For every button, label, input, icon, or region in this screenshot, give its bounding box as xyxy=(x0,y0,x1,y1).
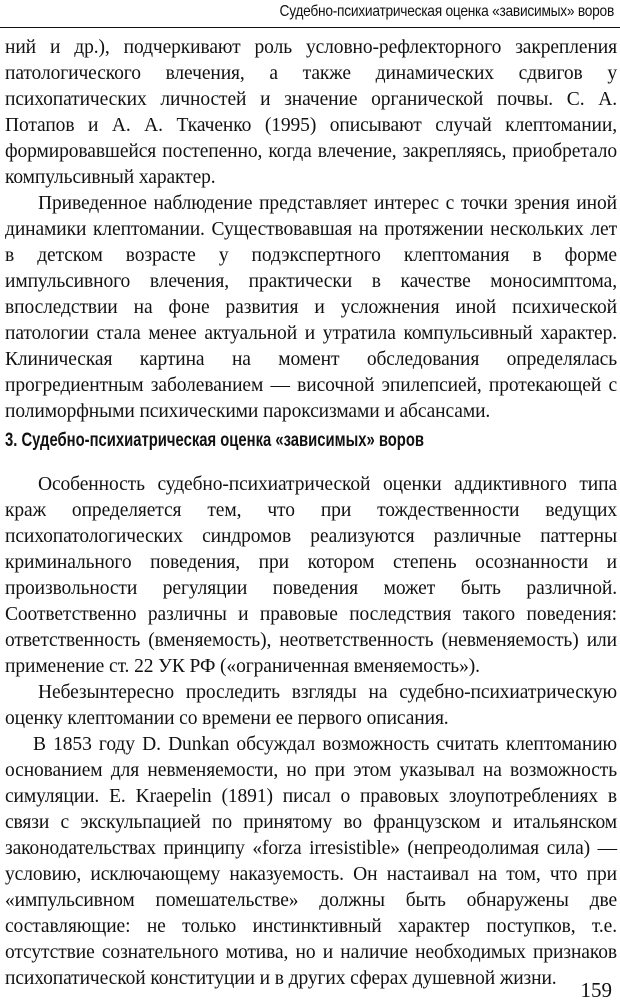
paragraph-continuation: ний и др.), подчеркивают роль условно-рефлекторного закрепления патологического влечения, а также динамических сдвигов у психопатических личностей и значение органической почвы. С. А. Потапов и А. А. Ткаченко (1995) описывают случай клептомании, формировавшейся постепенно, когда влечение, закрепляясь, приобретало компульсивный характер. xyxy=(5,37,617,188)
body-text-top xyxy=(5,35,617,425)
paragraph-views: Небезынтересно проследить взгляды на судебно-психиатрическую оценку клептомании со времени ее первого описания. xyxy=(5,682,617,729)
body-text-bottom xyxy=(5,472,617,992)
section-heading: 3. Судебно-психиатрическая оценка «зависимых» воров xyxy=(5,430,425,451)
page-number: 159 xyxy=(580,978,612,1002)
running-header: Судебно-психиатрическая оценка «зависимых» воров xyxy=(279,3,614,20)
header-rule xyxy=(0,27,620,28)
paragraph-addictive-theft: Особенность судебно-психиатрической оценки аддиктивного типа краж определяется тем, что при тождественности ведущих психопатологических синдромов реализуются различные паттерны криминального поведения, при котором степень осознанности и произвольности регуляции поведения может быть различной. Соответственно различны и правовые последствия такого поведения: ответственность (вменяемость), неответственность (невменяемость) или применение ст. 22 УК РФ («ограниченная вменяемость»). xyxy=(5,474,617,677)
paragraph-history: В 1853 году D. Dunkan обсуждал возможность считать клептоманию основанием для невменяемости, но при этом указывал на возможность симуляции. E. Kraepelin (1891) писал о правовых злоупотреблениях в связи с экскульпацией по принятому во французском и итальянском законодательствах принципу «forza irresistible» (непреодолимая сила) — условию, исключающему наказуемость. Он настаивал на том, что при «импульсивном помешательстве» должны быть обнаружены две составляющие: не только инстинктивный характер поступков, т.е. отсутствие сознательного мотива, но и наличие необходимых признаков психопатической конституции и в других сферах душевной жизни. xyxy=(5,734,617,989)
paragraph-observation: Приведенное наблюдение представляет интерес с точки зрения иной динамики клептомании. Существовавшая на протяжении нескольких лет в детском возрасте у подэкспертного клептомания в форме импульсивного влечения, практически в качестве моносимптома, впоследствии на фоне развития и усложнения иной психической патологии стала менее актуальной и утратила компульсивный характер. Клиническая картина на момент обследования определялась прогредиентным заболеванием — височной эпилепсией, протекающей с полиморфными психическими пароксизмами и абсансами. xyxy=(5,193,617,422)
